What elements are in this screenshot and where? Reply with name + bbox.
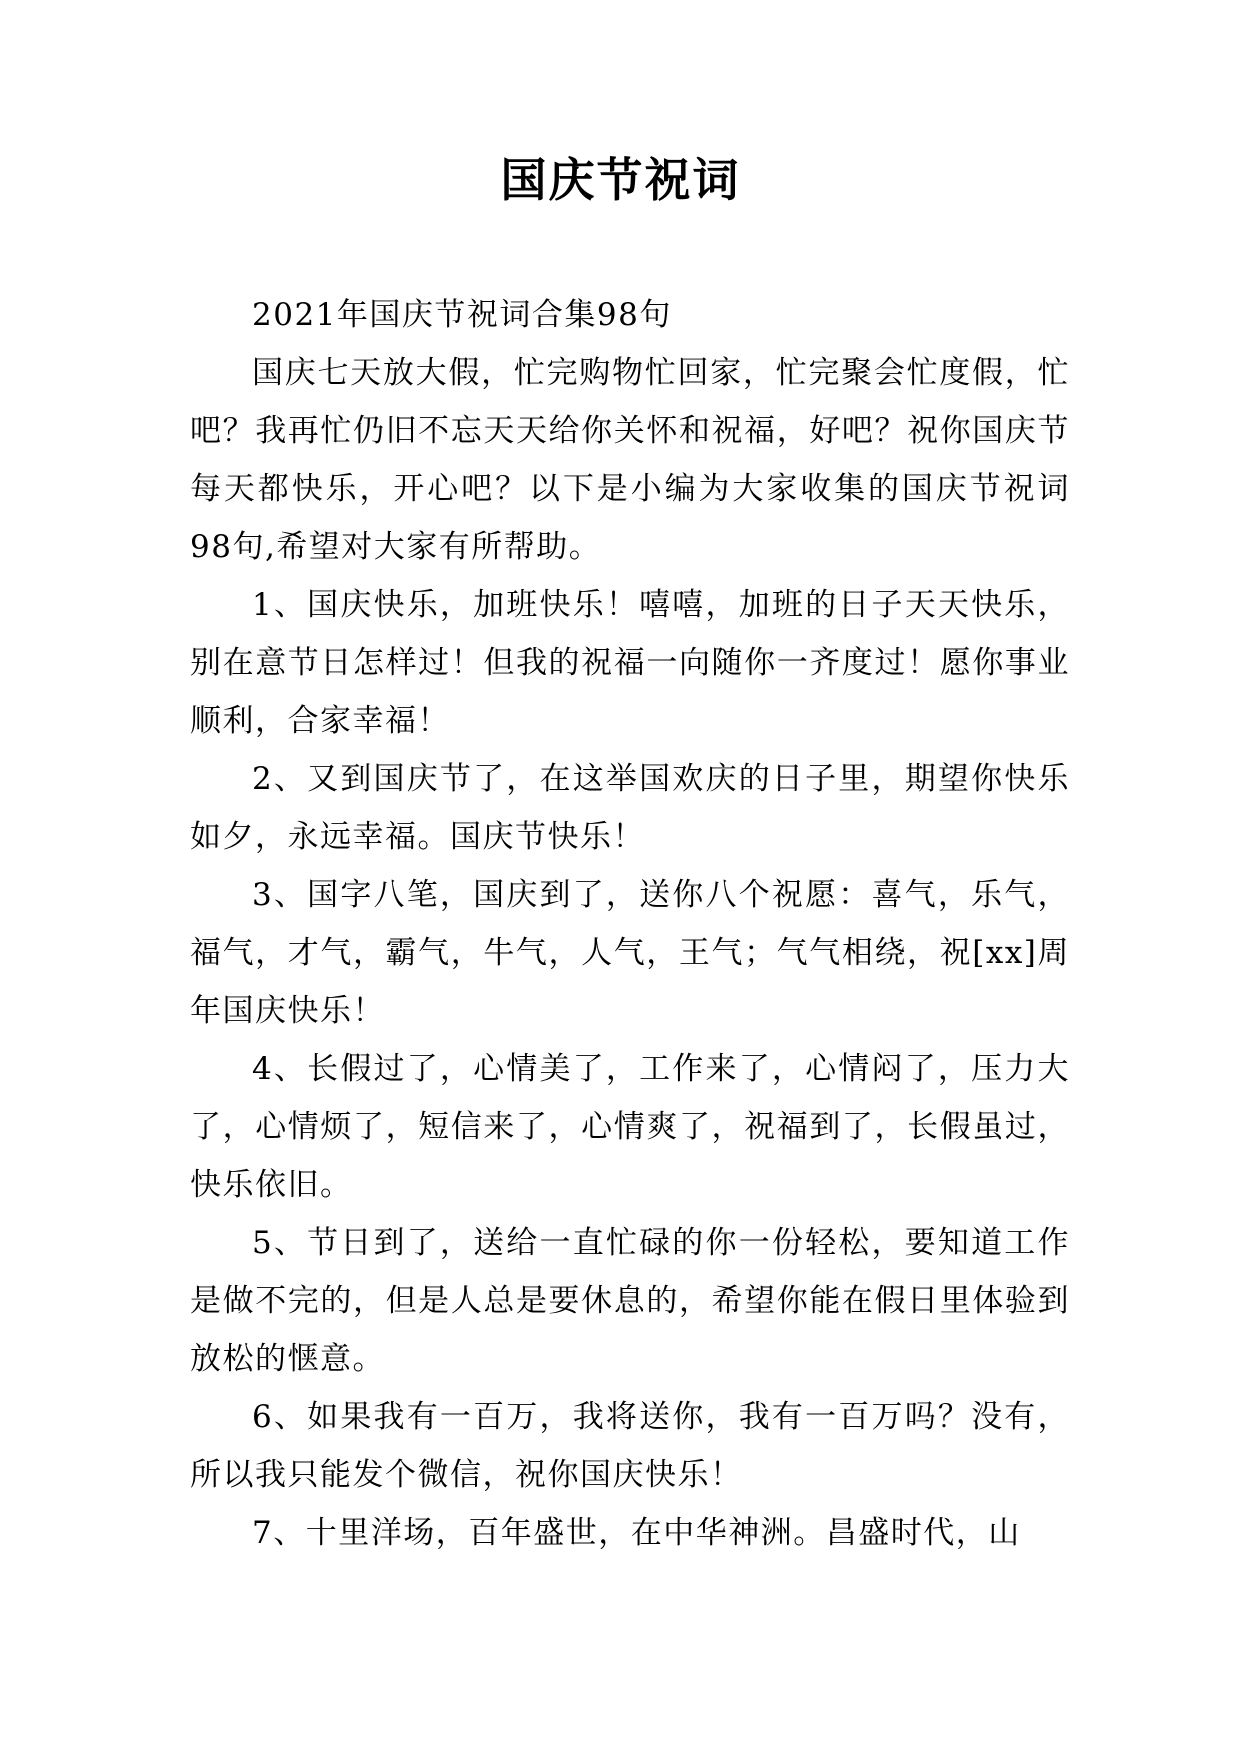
paragraph-item-4: 4、长假过了，心情美了，工作来了，心情闷了，压力大了，心情烦了，短信来了，心情爽了，祝福到了，长假虽过，快乐依旧。 [190,1051,1070,1203]
paragraph-item-6: 6、如果我有一百万，我将送你，我有一百万吗？没有，所以我只能发个微信，祝你国庆快乐！ [190,1399,1070,1493]
paragraph-item-1: 1、国庆快乐，加班快乐！嘻嘻，加班的日子天天快乐，别在意节日怎样过！但我的祝福一向随你一齐度过！愿你事业顺利，合家幸福！ [190,587,1070,739]
document-title: 国庆节祝词 [500,153,741,207]
document-body [190,286,1070,1562]
paragraph-item-5: 5、节日到了，送给一直忙碌的你一份轻松，要知道工作是做不完的，但是人总是要休息的，希望你能在假日里体验到放松的惬意。 [190,1225,1070,1377]
paragraph-intro: 国庆七天放大假，忙完购物忙回家，忙完聚会忙度假，忙吧？我再忙仍旧不忘天天给你关怀和祝福，好吧？祝你国庆节每天都快乐，开心吧？以下是小编为大家收集的国庆节祝词98句,希望对大家有所帮助。 [190,355,1070,565]
paragraph-item-7: 7、十里洋场，百年盛世，在中华神洲。昌盛时代，山 [252,1515,1021,1551]
paragraph-item-3: 3、国字八笔，国庆到了，送你八个祝愿：喜气，乐气，福气，才气，霸气，牛气，人气，王气；气气相绕，祝[xx]周年国庆快乐！ [190,877,1070,1029]
paragraph-item-2: 2、又到国庆节了，在这举国欢庆的日子里，期望你快乐如夕，永远幸福。国庆节快乐！ [190,761,1070,855]
paragraph-heading: 2021年国庆节祝词合集98句 [252,297,672,333]
